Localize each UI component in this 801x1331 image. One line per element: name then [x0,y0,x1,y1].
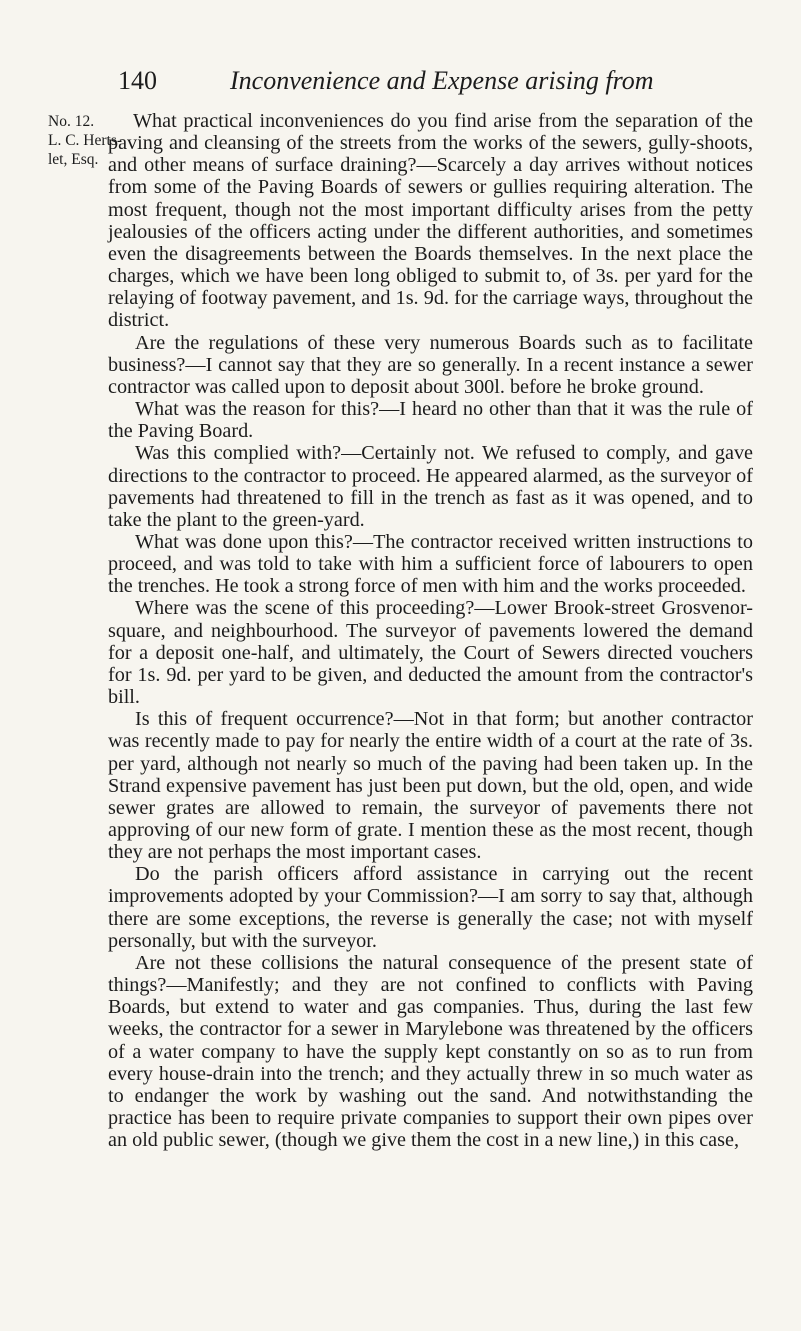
body-text [108,110,753,1151]
paragraph: Are not these collisions the natural consequence of the present state of things?—Manifestly; and they are not confined to conflicts with Paving Boards, but extend to water and gas companies. Thus, during the last few weeks, the contractor for a sewer in Marylebone was threatened by the officers of a water company to have the supply kept constantly on so as to run from every house-drain into the trench; and they actually threw in so much water as to endanger the work by washing out the sand. And notwithstanding the practice has been to require private companies to support their own pipes over an old public sewer, (though we give them the cost in a new line,) in this case, [108,951,753,1152]
paragraph: Was this complied with?—Certainly not. We refused to comply, and gave directions to the contractor to proceed. He appeared alarmed, as the surveyor of pavements had threatened to fill in the trench as fast as it was opened, and to take the plant to the green-yard. [108,442,753,531]
paragraph: Is this of frequent occurrence?—Not in that form; but another contractor was recently made to pay for nearly the entire width of a court at the rate of 3s. per yard, although not nearly so much of the paving had been taken up. In the Strand expensive pavement has just been put down, but the old, open, and wide sewer grates are allowed to remain, the surveyor of pavements there not approving of our new form of grate. I mention these as the most recent, though they are not perhaps the most important cases. [108,708,753,864]
running-title: Inconvenience and Expense arising from [230,66,654,95]
margin-note [48,112,123,169]
margin-note-suffix: let, Esq. [48,151,99,168]
page-header [0,66,801,96]
margin-note-name: L. C. Herts- [48,132,123,149]
page-number: 140 [118,66,157,95]
paragraph: What practical inconveniences do you find arise from the separation of the paving and cleansing of the streets from the works of the sewers, gully-shoots, and other means of surface draining?—Scarcely a day arrives without notices from some of the Paving Boards of sewers or gullies requiring alteration. The most frequent, though not the most important difficulty arises from the petty jealousies of the officers acting under the different authorities, and sometimes even the disagreements between the Boards themselves. In the next place the charges, which we have been long obliged to submit to, of 3s. per yard for the relaying of footway pavement, and 1s. 9d. for the carriage ways, throughout the district. [108,110,753,332]
margin-note-number: No. 12. [48,113,95,130]
paragraph: What was the reason for this?—I heard no other than that it was the rule of the Paving Board. [108,398,753,443]
paragraph: Are the regulations of these very numerous Boards such as to facilitate business?—I cannot say that they are so generally. In a recent instance a sewer contractor was called upon to deposit about 300l. before he broke ground. [108,331,753,398]
paragraph: Do the parish officers afford assistance in carrying out the recent improvements adopted by your Commission?—I am sorry to say that, although there are some exceptions, the reverse is generally the case; not with myself personally, but with the surveyor. [108,863,753,952]
paragraph: What was done upon this?—The contractor received written instructions to proceed, and was told to take with him a sufficient force of labourers to open the trenches. He took a strong force of men with him and the works proceeded. [108,530,753,598]
paragraph: Where was the scene of this proceeding?—Lower Brook-street Grosvenor-square, and neighbourhood. The surveyor of pavements lowered the demand for a deposit one-half, and ultimately, the Court of Sewers directed vouchers for 1s. 9d. per yard to be given, and deducted the amount from the contractor's bill. [108,597,753,709]
